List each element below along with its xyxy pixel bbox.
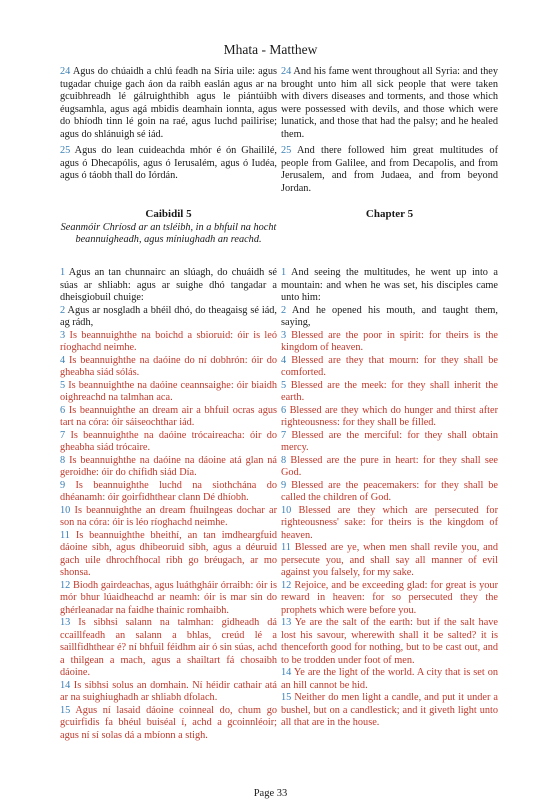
verse-text: Ye are the light of the world. A city that is set on an hill cannot be hid. [281, 667, 498, 691]
verse-number: 11 [60, 529, 70, 541]
top-right-column [281, 66, 498, 195]
verse-number: 25 [281, 145, 292, 156]
verse [60, 455, 277, 480]
verse-text: Blessed are they that mourn: for they shall be comforted. [281, 354, 498, 378]
verse-text: Blessed are the pure in heart: for they shall see God. [281, 454, 498, 478]
verse-text: Agus ní lasaid dáoine coinneal do, chum go gcuirfidis fa bhéul buiséal í, achd a gcoinnléoir; agus ní sí solas dá a mbíonn a stigh. [60, 704, 277, 741]
verse [60, 617, 277, 680]
verse-text: Is beannuighthe luchd na siothchána do dhéanamh: óir goirfidhthear clann Dé dhíobh. [60, 479, 277, 503]
verse-number: 13 [281, 617, 292, 628]
verse-text: Ye are the salt of the earth: but if the salt have lost his savour, wherewith shall it be salted? it is thenceforth good for nothing, but to be cast out, and to be trodden under foot of men. [281, 617, 498, 666]
verse [60, 380, 277, 405]
top-left-column [60, 66, 277, 183]
verse [60, 480, 277, 505]
verse-number: 24 [60, 66, 71, 77]
verse-number: 11 [281, 542, 291, 553]
verse-text: Blessed are they which do hunger and thirst after righteousness: for they shall be filled. [281, 404, 499, 428]
verse-number: 5 [60, 379, 66, 391]
verse [281, 667, 498, 692]
verse [281, 380, 498, 405]
page-title: Mhata - Matthew [223, 42, 318, 57]
verse-number: 5 [281, 379, 287, 391]
verse [281, 330, 498, 355]
verse-text: Is beannuighthe an dream fhuilngeas dochar ar son na córa: óir is léo ríoghachd neimhe. [60, 504, 277, 528]
body-left-column [60, 267, 277, 742]
verse [281, 692, 498, 730]
verse-text: Agus an tan chunnairc an slúagh, do chuáidh sé súas ar shliabh: agus ar suighe dhó tangadar a dheisgiobuil chuige: [60, 267, 277, 303]
verse [60, 355, 277, 380]
verse [60, 580, 277, 618]
verse-number: 7 [281, 429, 287, 441]
verse-number: 24 [281, 66, 292, 77]
verse-text: Blessed are the poor in spirit: for theirs is the kingdom of heaven. [281, 329, 499, 353]
verse-text: Blessed are ye, when men shall revile you, and persecute you, and shall say all manner of evil against you falsely, for my sake. [281, 542, 499, 578]
verse-number: 4 [281, 354, 287, 366]
chapter-summary: Seanmóir Chríosd ar an tsléibh, in a bhfuil na hocht beannuigheadh, agus míniughadh an reachd. [60, 221, 277, 245]
verse [60, 145, 277, 183]
verse [281, 505, 498, 543]
verse-text: Is beannuighthe na daóine trócaireacha: óir do gheabha siád trócaire. [60, 429, 278, 453]
verse-text: And he opened his mouth, and taught them, saying, [281, 304, 498, 328]
verse [60, 505, 277, 530]
verse [60, 66, 277, 141]
chapter-heading-right [281, 208, 498, 222]
verse-text: Blessed are they which are persecuted for righteousness' sake: for theirs is the kingdom of heaven. [281, 504, 498, 541]
verse-text: Is beannuighthe na boichd a sbioruid: óir is leó ríoghachd neimhe. [60, 329, 277, 353]
verse [60, 330, 277, 355]
page-number: Page 33 [253, 788, 288, 799]
verse-number: 2 [281, 304, 287, 316]
verse-number: 3 [281, 329, 287, 341]
verse-text: Blessed are the merciful: for they shall obtain mercy. [281, 429, 498, 453]
verse-text: Agus ar nosgladh a bhéil dhó, do theagaisg sé iád, ag rádh, [60, 304, 277, 328]
verse [281, 66, 498, 141]
verse-number: 10 [60, 504, 71, 516]
verse-text: Biodh gairdeachas, agus luáthgháir órraibh: óir is mór bhur lúaidheachd ar neamh: óir is mar sin do ghérleanadar na faidhe thaínic romhaibh. [60, 579, 278, 616]
verse-number: 13 [60, 617, 71, 628]
verse-text: Is sibhsi salann na talmhan: gidheadh dá ccaillfeadh an salann a bhlas, creúd lé a saillfidhthear é? ní bhfuil féidhm air ó sin súas, achd a thilgean a mach, agus a shailtart fá chosaibh dáoine. [60, 617, 277, 678]
verse [281, 542, 498, 580]
verse [60, 530, 277, 580]
verse-number: 12 [60, 579, 71, 591]
verse [281, 305, 498, 330]
verse-text: Is sibhsi solus an domhain. Ní héidir cathair atá ar na suighiughadh ar shliabh dfolach. [60, 679, 278, 703]
verse [281, 617, 498, 667]
verse-number: 1 [281, 267, 287, 278]
verse [60, 705, 277, 743]
verse-number: 14 [281, 667, 292, 678]
verse-number: 10 [281, 504, 292, 516]
verse [60, 430, 277, 455]
verse-number: 1 [60, 267, 66, 278]
verse-number: 3 [60, 329, 66, 341]
verse-text: Is beannuighthe an dream air a bhfuil ocras agus tart na córa: óir sáiseochthar iád. [60, 404, 277, 428]
verse [281, 267, 498, 305]
body-right-column [281, 267, 498, 730]
verse-number: 4 [60, 354, 66, 366]
verse [281, 145, 498, 195]
verse-text: And his fame went throughout all Syria: and they brought unto him all sick people that were taken with divers diseases and torments, and those which were possessed with devils, and those which were lunatick, and those that had the palsy; and he healed them. [281, 66, 498, 140]
verse-number: 25 [60, 145, 71, 156]
verse-number: 7 [60, 429, 66, 441]
verse-text: Is beannuighthe bheithí, an tan imdheargfuid dáoine sibh, agus dhibeoruid sibh, agus a déuruid gach uile dhrochfhocal ribh go bréugach, ar mo shonsa. [60, 529, 277, 578]
verse-text: And there followed him great multitudes of people from Galilee, and from Decapolis, and from Jerusalem, and from Judaea, and from beyond Jordan. [281, 145, 498, 194]
verse-number: 8 [281, 454, 287, 466]
verse [281, 355, 498, 380]
verse [281, 455, 498, 480]
verse-number: 15 [281, 692, 292, 703]
verse-text: And seeing the multitudes, he went up into a mountain: and when he was set, his disciples came unto him: [281, 267, 498, 303]
chapter-heading-left [60, 208, 277, 247]
verse [60, 305, 277, 330]
verse-text: Agus do lean cuideachda mhór é ón Ghaililé, agus ó Dhecapólis, agus ó Ierusalém, agus ó Iudéa, agus ó táobh thall do Iórdán. [60, 145, 278, 181]
verse-number: 8 [60, 454, 66, 466]
verse-number: 2 [60, 304, 66, 316]
verse [281, 430, 498, 455]
chapter-title: Caibidil 5 [145, 208, 192, 220]
verse [281, 480, 498, 505]
verse-number: 12 [281, 579, 292, 591]
verse-number: 6 [60, 404, 66, 416]
verse-number: 9 [281, 479, 287, 491]
verse-number: 15 [60, 704, 71, 716]
verse-text: Is beannuighthe na daóine na dáoine atá glan ná geroidhe: óir do chífidh siád Día. [60, 454, 277, 478]
verse-text: Rejoice, and be exceeding glad: for great is your reward in heaven: for so persecuted they the prophets which were before you. [281, 579, 499, 616]
verse-text: Blessed are the meek: for they shall inherit the earth. [281, 379, 498, 403]
verse [281, 580, 498, 618]
verse [281, 405, 498, 430]
verse-number: 9 [60, 479, 66, 491]
verse-number: 6 [281, 404, 287, 416]
verse-number: 14 [60, 679, 71, 691]
verse [60, 405, 277, 430]
verse-text: Blessed are the peacemakers: for they shall be called the children of God. [281, 479, 498, 503]
verse-text: Neither do men light a candle, and put it under a bushel, but on a candlestick; and it giveth light unto all that are in the house. [281, 692, 498, 728]
verse-text: Is beannuighthe na daóine do ní dobhrón: óir do gheabha siád sólás. [60, 354, 277, 378]
verse [60, 680, 277, 705]
verse [60, 267, 277, 305]
verse-text: Agus do chúaidh a chlú feadh na Síria uile: agus tugadar chuige gach áon da raibh easlán agus ar na gcuibhreadh lé gálruighthibh agus le piántúibh éugsamhla, agus agá mbidis deamhain ionnta, agus do bhíodh tinn lé goin na raé, agus luchd pailirise; agus do shlánuigh sé iád. [60, 66, 277, 140]
verse-text: Is beannuighthe na daóine ceannsaighe: óir biaidh oighreachd na talmhan aca. [60, 379, 277, 403]
chapter-title: Chapter 5 [365, 208, 414, 220]
